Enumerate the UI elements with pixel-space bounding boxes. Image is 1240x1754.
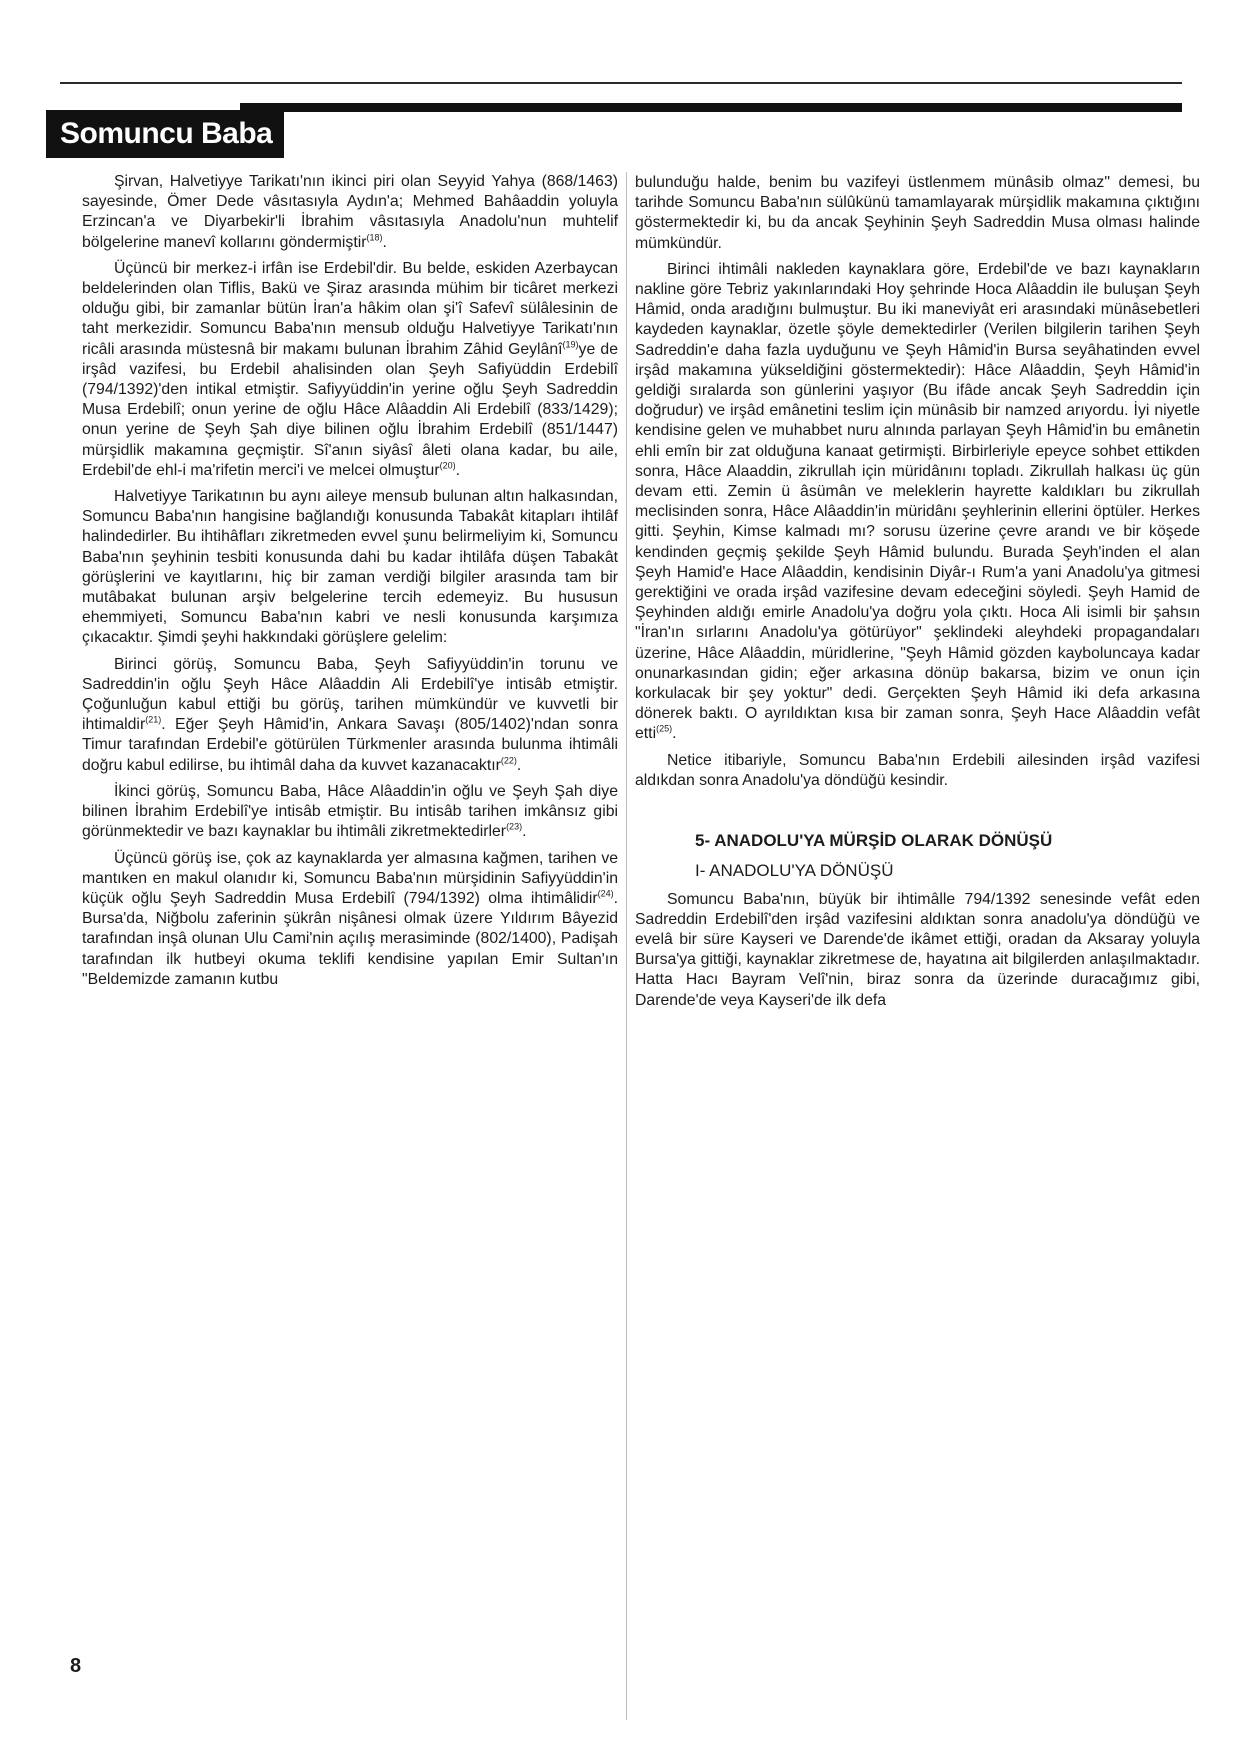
header-bar bbox=[240, 103, 1182, 112]
footnote-ref: (20) bbox=[439, 460, 456, 471]
paragraph: Üçüncü görüş ise, çok az kaynaklarda yer almasına kağmen, tarihen ve mantıken en makul olanıdır ki, Somuncu Baba'nın mürşidinin Safiyyüddin'in küçük oğlu Şeyh Sadreddin Musa Erdebilî (794/1392) olma ihtimâlidir$^{(24)}$. Bursa'da, Niğbolu zaferinin şükrân nişânesi olmak üzere Yıldırım Bâyezid tarafından inşâ olunan Ulu Cami'nin açılış merasiminde (802/1400), Padişah tarafından ilk hutbeyi okuma teklifi kendisine yapılan Emir Sultan'ın "Beldemizde zamanın kutbu bbox=[82, 849, 618, 988]
right-column bbox=[635, 173, 1200, 1017]
paragraph: bulunduğu halde, benim bu vazifeyi üstlenmem münâsib olmaz" demesi, bu tarihde Somuncu Baba'nın sülûkünü tamamlayarak mürşidlik makamına çıktığını göstermektedir ki, bu da ancak Şeyhinin Şeyh Sadreddin Musa olması halinde mümkündür. bbox=[635, 174, 1200, 252]
footnote-ref: (18) bbox=[366, 232, 383, 243]
subsection-heading: I- ANADOLU'YA DÖNÜŞÜ bbox=[695, 861, 894, 881]
paragraph: Somuncu Baba'nın, büyük bir ihtimâlle 794/1392 senesinde vefât eden Sadreddin Erdebilî'den irşâd vazifesini aldıktan sonra anadolu'ya döndüğü ve evelâ bir süre Kayseri ve Darende'de ikâmet ettiği, oradan da Aksaray yoluyla Bursa'ya gittiği, kaynaklar zikretmese de, hayatına ait bilgilerden anlaşılmaktadır. Hatta Hacı Bayram Velî'nin, biraz sonra da üzerinde duracağımız gibi, Darende'de veya Kayseri'de ilk defa bbox=[635, 890, 1200, 1009]
paragraph: Şirvan, Halvetiyye Tarikatı'nın ikinci piri olan Seyyid Yahya (868/1463) sayesinde, Ömer Dede vâsıtasıyla Aydın'a; Mehmed Bahâaddin yoluyla Erzincan'a ve Diyarbekir'li İbrahim vâsıtasıyla Anadolu'nun muhtelif bölgelerine manevî kollarını göndermiştir$^{(18)}$. bbox=[82, 173, 618, 251]
footnote-ref: (25) bbox=[656, 724, 673, 735]
footnote-ref: (22) bbox=[500, 755, 517, 766]
paragraph: Üçüncü bir merkez-i irfân ise Erdebil'dir. Bu belde, eskiden Azerbaycan beldelerinden olan Tiflis, Bakü ve Şiraz arasında mühim bir ticâret merkezi olduğu gibi, bir zamanlar bütün İran'a hâkim olan şi'î Safevî sülâlesinin de taht merkezidir. Somuncu Baba'nın mensub olduğu Halvetiyye Tarikatı'nın ricâli arasında müstesnâ bir makamı bulunan İbrahim Zâhid Geylânî$^{(19)}$ye de irşâd vazifesi, bu Erdebil ahalisinden olan Şeyh Safiyüddin Erdebilî (794/1392)'den intikal etmiştir. Safiyyüddin'in yerine oğlu Şeyh Sadreddin Musa Erdebilî; onun yerine de oğlu Hâce Alâaddin Ali Erdebilî (833/1429); onun yerine de Şeyh Şah diye bilinen oğlu İbrahim Erdebilî (851/1447) mürşidlik makamına geçmiştir. Sî'anın siyâsî âleti olana kadar, bu aile, Erdebil'de ehl-i ma'rifetin merci'i ve melcei olmuştur$^{(20)}$. bbox=[82, 259, 618, 479]
left-column bbox=[82, 172, 618, 996]
paragraph: Birinci ihtimâli nakleden kaynaklara göre, Erdebil'de ve bazı kaynakların nakline göre Tebriz yakınlarındaki Hoy şehrinde Hoca Alâaddin ile buluşan Şeyh Hâmid, onda aradığını bulmuştur. Bu iki maneviyât eri arasındaki münâsebetleri kaydeden kaynaklar, özetle şöyle demektedirler (Verilen bilgilerin tarihen Şeyh Sadreddin'e daha fazla uyduğunu ve Şeyh Hâmid'in Bursa seyâhatinden evvel irşâd makamına yükseldiğini göstermektedir): Hâce Alâaddin, Şeyh Hâmid'in geldiği sıralarda son günlerini yaşıyor (Bu ifâde ancak Şeyh Sadreddin için doğrudur) ve irşâd emânetini teslim için münâsib bir namzed arıyordu. İyi niyetle kendisine gelen ve muhabbet nuru alnında parlayan Şeyh Hâmid'in bu emânetin ehli emîn bir zat olduğuna kanaat getirmişti. Birbirleriyle epeyce sohbet ettikden sonra, Hâce Alaaddin, zikrullah için müridânını topladı. Zikrullah halkası üç gün devam etti. Zemin ü âsümân ve meleklerin hayrette kaldıkları bu zikrullah meclisinden sonra, Hâce Alâaddin'in müridânı şeyhlerinin ellerini öptüler. Herkes gitti. Şeyhin, Kimse kalmadı mı? sorusu üzerine çevre arandı ve bir köşede kendinden geçmiş şekilde Şeyh Hâmid bulundu. Burada Şeyh'inden el alan Şeyh Hamid'e Hace Alâaddin, kendisinin Diyâr-ı Rum'a yani Anadolu'ya gitmesi gerektiğini ve orada irşâd vazifesine devam edeceğini söyledi. Şeyh Hamid de Şeyhinden aldığı emirle Anadolu'ya doğru yola çıktı. Hoca Ali isimli bir şahsın "İran'ın sırlarını Anadolu'ya götürüyor" şeklindeki aleyhdeki propagandaları üzerine, Hâce Alâaddin, müridlerine, "Şeyh Hâmid gözden kayboluncaya kadar onunarkasından gidin; eğer arkasına dönüp bakarsa, bizim ve onun için korkulacak bir şey yoktur" dedi. Gerçekten Şeyh Hâmid iki defa arkasına dönerek baktı. O ayrıldıktan kısa bir zaman sonra, Şeyh Hace Alâaddin vefât etti$^{(25)}$. bbox=[635, 260, 1200, 743]
page-number: 8 bbox=[70, 1655, 82, 1677]
paragraph: Netice itibariyle, Somuncu Baba'nın Erdebili ailesinden irşâd vazifesi aldıkdan sonra Anadolu'ya döndüğü kesindir. bbox=[635, 751, 1200, 789]
footnote-ref: (21) bbox=[145, 715, 162, 726]
footnote-ref: (23) bbox=[506, 822, 523, 833]
footnote-ref: (24) bbox=[597, 888, 614, 899]
column-divider bbox=[626, 172, 627, 1720]
footnote-ref: (19) bbox=[562, 339, 579, 350]
section-heading: 5- ANADOLU'YA MÜRŞİD OLARAK DÖNÜŞÜ bbox=[695, 831, 1053, 851]
paragraph: Halvetiyye Tarikatının bu aynı aileye mensub bulunan altın halkasından, Somuncu Baba'nın hangisine bağlandığı konusunda Tabakât kitapları ihtilâf halindedirler. Bu ihtihâfları zikretmeden evvel şunu belirmeliyim ki, Somuncu Baba'nın şeyhinin tesbiti konusunda dahi bu kadar ihtilâfa düşen Tabakât görüşlerini ve kayıtlarını, hiç bir zaman verdiği bilgiler arasında tam bir mutâbakat bulunan arşiv belgelerine tercih edemeyiz. Bu hususun ehemmiyeti, Somuncu Baba'nın kabri ve nesli konusunda karşımıza çıkacaktır. Şimdi şeyhi hakkındaki görüşlere gelelim: bbox=[82, 488, 618, 647]
paragraph: Birinci görüş, Somuncu Baba, Şeyh Safiyyüddin'in torunu ve Sadreddin'in oğlu Şeyh Hâce Alâaddin Ali Erdebilî'ye intisâb etmiştir. Çoğunluğun kabul ettiği bu görüş, tarihen mümkündür ve kuvvetli bir ihtimaldir$^{(21)}$. Eğer Şeyh Hâmid'in, Ankara Savaşı (805/1402)'ndan sonra Timur tarafından Erdebil'e götürülen Türkmenler arasında bulunma ihtimâli doğru kabul edilirse, bu ihtimâl daha da kuvvet kazanacaktır$^{(22)}$. bbox=[82, 655, 618, 774]
top-rule bbox=[60, 82, 1182, 84]
paragraph: İkinci görüş, Somuncu Baba, Hâce Alâaddin'in oğlu ve Şeyh Şah diye bilinen İbrahim Erdebilî'ye intisâb etmiştir. Bu intisâb tarihen imkânsız gibi görünmektedir ve bazı kaynaklar bu ihtimâli zikretmektedirler$^{(23)}$. bbox=[82, 782, 618, 841]
section-title: Somuncu Baba bbox=[46, 110, 284, 158]
